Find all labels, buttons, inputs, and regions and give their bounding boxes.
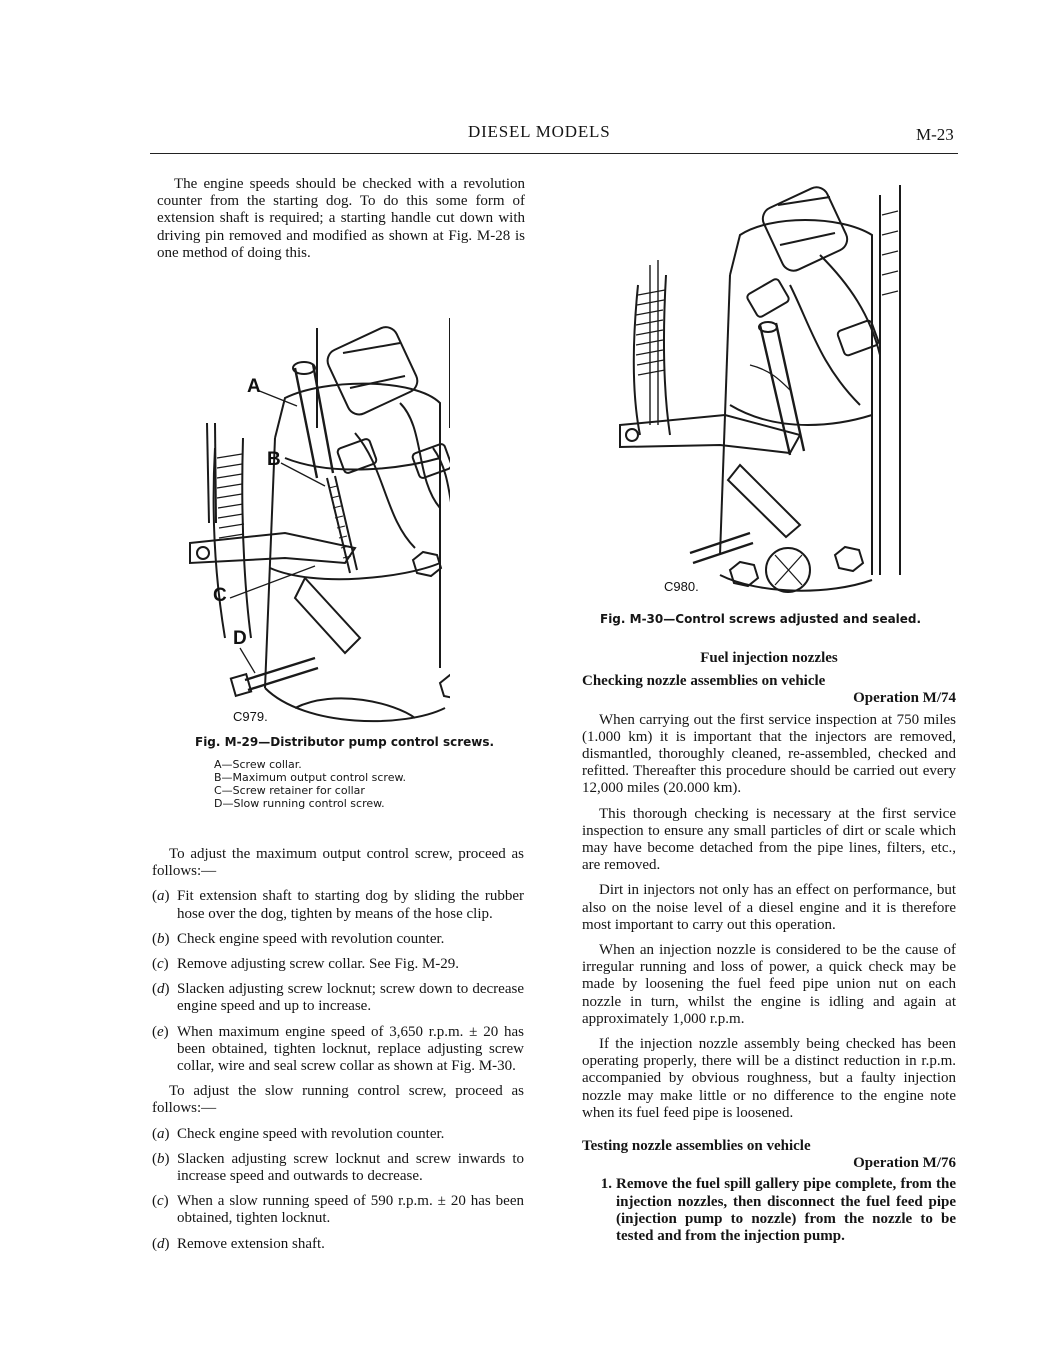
- figure-m30-illustration: [610, 175, 920, 603]
- left-intro-block: [157, 176, 525, 270]
- legend-item: D—Slow running control screw.: [214, 797, 385, 810]
- max-output-intro: To adjust the maximum output control screw, proceed as follows:—: [152, 846, 524, 880]
- paragraph: This thorough checking is necessary at the first service inspection to ensure any small particles of dirt or scale which may have become detached from the pipe lines, filters, etc., are removed.: [582, 805, 956, 874]
- operation-number: Operation M/76: [853, 1155, 956, 1172]
- figure-m29-illustration: [185, 308, 450, 733]
- left-procedure-block: [152, 846, 524, 1261]
- legend-item: C—Screw retainer for collar: [214, 784, 365, 797]
- figure-m29-legend: [214, 758, 406, 810]
- slow-running-intro: To adjust the slow running control screw, proceed as follows:—: [152, 1083, 524, 1117]
- legend-item: A—Screw collar.: [214, 758, 302, 771]
- section-title: Fuel injection nozzles: [700, 650, 838, 666]
- list-item: (c) Remove adjusting screw collar. See Fig. M-29.: [152, 956, 460, 973]
- list-item: (d) Slacken adjusting screw locknut; screw down to decrease engine speed and up to increase.: [152, 981, 524, 1015]
- paragraph: If the injection nozzle assembly being checked has been operating properly, there will be a distinct reduction in r.p.m. accompanied by obvious roughness, but a faulty injection nozzle may make little or no difference to the engine note when its fuel feed pipe is loosened.: [582, 1036, 956, 1121]
- list-item: 1. Remove the fuel spill gallery pipe complete, from the injection nozzles, then disconnect the fuel feed pipe (injection pump to nozzle) from the nozzle to be tested and from the injection pump.: [600, 1176, 956, 1245]
- list-item: (a) Fit extension shaft to starting dog by sliding the rubber hose over the dog, tighten by means of the hose clip.: [152, 888, 524, 922]
- operation-number: Operation M/74: [853, 690, 956, 707]
- figure-label-a: A: [247, 376, 261, 397]
- header-rule: [150, 153, 958, 154]
- list-item: (e) When maximum engine speed of 3,650 r.p.m. ± 20 has been obtained, tighten locknut, replace adjusting screw collar, wire and seal screw collar as shown at Fig. M-30.: [152, 1023, 524, 1075]
- running-title: DIESEL MODELS: [468, 122, 611, 141]
- legend-item: B—Maximum output control screw.: [214, 771, 406, 784]
- figure-code: C980.: [664, 579, 699, 594]
- figure-code: C979.: [233, 709, 268, 724]
- list-item: (b) Check engine speed with revolution counter.: [152, 930, 445, 947]
- subsection-title: Checking nozzle assemblies on vehicle: [582, 673, 826, 690]
- list-item: (c) When a slow running speed of 590 r.p.m. ± 20 has been obtained, tighten locknut.: [152, 1193, 524, 1227]
- paragraph: When carrying out the first service inspection at 750 miles (1.000 km) it is important that the injectors are removed, dismantled, thoroughly cleaned, re-assembled, checked and refitted. Thereafter this procedure should be carried out every 12,000 miles (20.000 km).: [582, 711, 956, 797]
- paragraph: Dirt in injectors not only has an effect on performance, but also on the noise level of a diesel engine and it is therefore most important to carry out this operation.: [582, 882, 956, 933]
- figure-m29-caption: Fig. M-29—Distributor pump control screws.: [195, 735, 495, 749]
- subsection-title: Testing nozzle assemblies on vehicle: [582, 1138, 811, 1155]
- figure-label-c: C: [213, 585, 227, 606]
- figure-m30-caption: Fig. M-30—Control screws adjusted and sealed.: [600, 612, 922, 626]
- right-text-block: [582, 650, 956, 1251]
- page-number: M-23: [916, 125, 954, 144]
- figure-label-b: B: [267, 449, 281, 470]
- list-item: (d) Remove extension shaft.: [152, 1235, 325, 1252]
- list-item: (a) Check engine speed with revolution counter.: [152, 1125, 445, 1142]
- figure-label-d: D: [233, 628, 247, 649]
- intro-paragraph: The engine speeds should be checked with a revolution counter from the starting dog. To do this some form of extension shaft is required; a starting handle cut down with driving pin removed and modified as shown at Fig. M-28 is one method of doing this.: [157, 176, 525, 261]
- paragraph: When an injection nozzle is considered to be the cause of irregular running and loss of power, a quick check may be made by loosening the fuel feed pipe union nut on each nozzle in turn, whilst the engine is idling and again at approximately 1,000 r.p.m.: [582, 942, 956, 1027]
- list-item: (b) Slacken adjusting screw locknut and screw inwards to increase speed and outwards to decrease.: [152, 1150, 524, 1185]
